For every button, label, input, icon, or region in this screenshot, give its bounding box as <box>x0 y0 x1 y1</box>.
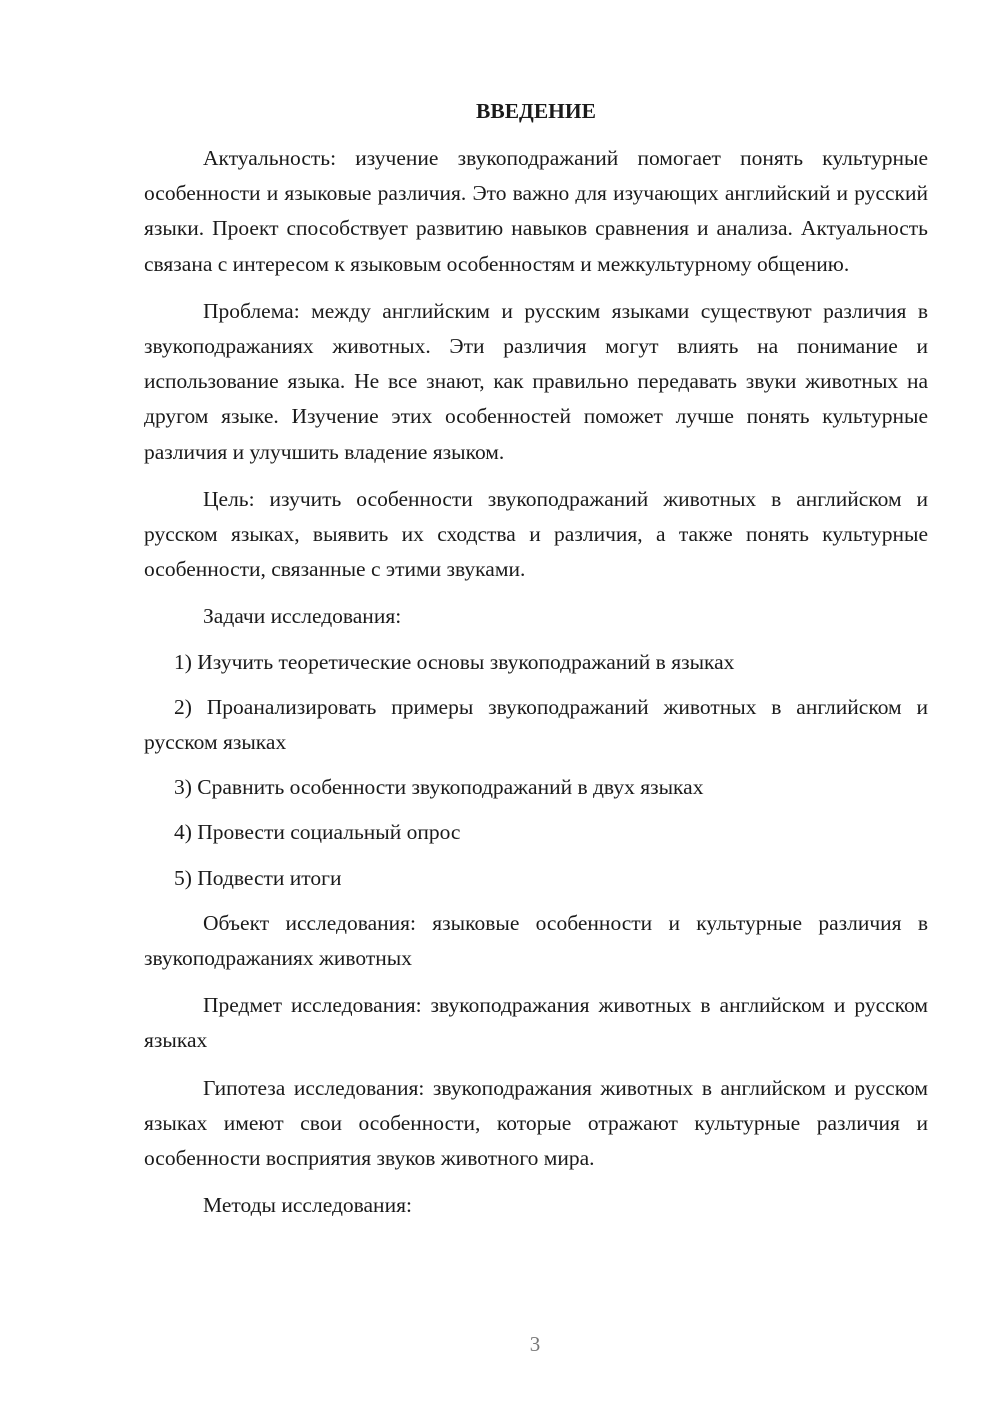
paragraph-subject: Предмет исследования: звукоподражания животных в английском и русском языках <box>144 993 928 1053</box>
tasks-heading: Задачи исследования: <box>203 604 402 629</box>
page-number: 3 <box>529 1332 541 1356</box>
task-item-2: 2) Проанализировать примеры звукоподражаний животных в английском и русском языках <box>144 694 928 755</box>
paragraph-goal: Цель: изучить особенности звукоподражаний животных в английском и русском языках, выявить их сходства и различия, а также понять культурные особенности, связанные с этими звуками. <box>144 486 928 582</box>
page-content <box>144 94 928 1235</box>
task-item-3: 3) Сравнить особенности звукоподражаний в двух языках <box>174 775 704 800</box>
paragraph-hypothesis: Гипотеза исследования: звукоподражания животных в английском и русском языках имеют свои особенности, которые отражают культурные различия и особенности восприятия звуков животного мира. <box>144 1075 928 1171</box>
task-item-5: 5) Подвести итоги <box>174 865 342 890</box>
methods-heading: Методы исследования: <box>203 1193 412 1218</box>
paragraph-relevance: Актуальность: изучение звукоподражаний помогает понять культурные особенности и языковые различия. Это важно для изучающих английский и русский языки. Проект способствует развитию навыков сравнения и анализа. Актуальность связана с интересом к языковым особенностям и межкультурному общению. <box>144 146 928 276</box>
section-title: ВВЕДЕНИЕ <box>476 99 596 123</box>
task-item-4: 4) Провести социальный опрос <box>174 820 461 845</box>
paragraph-object: Объект исследования: языковые особенности и культурные различия в звукоподражаниях животных <box>144 910 928 971</box>
task-item-1: 1) Изучить теоретические основы звукоподражаний в языках <box>174 649 735 674</box>
paragraph-problem: Проблема: между английским и русским языками существуют различия в звукоподражаниях животных. Эти различия могут влиять на понимание и использование языка. Не все знают, как правильно передавать звуки животных на другом языке. Изучение этих особенностей поможет лучше понять культурные различия и улучшить владение языком. <box>144 298 928 464</box>
